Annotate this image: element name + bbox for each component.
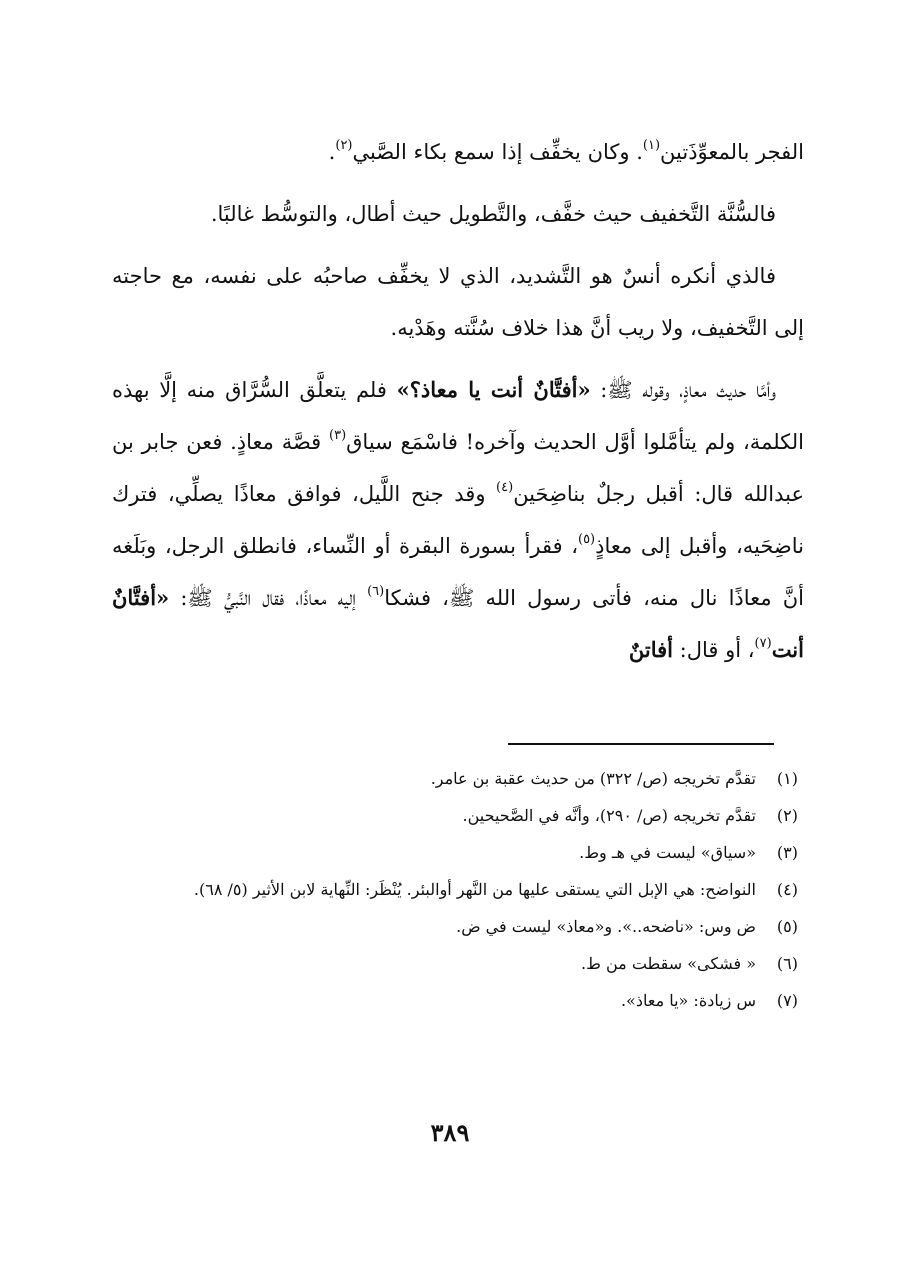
text-span: . وكان يخفِّف إذا سمع بكاء الصَّبي [352,140,643,164]
hadith-quote: «أفتَّانٌ أنت يا معاذ؟» [396,377,591,402]
paragraph-2: فالسُّنَّة التَّخفيف حيث خفَّف، والتَّطويل حيث أطال، والتوسُّط غالبًا. [210,202,776,226]
footnote [112,908,804,945]
footnote [112,760,804,797]
footnote-ref-6[interactable]: (٦) [367,584,385,599]
footnote-number: (٤) [776,880,798,899]
hadith-quote: أفاتنٌ [628,637,673,662]
text-span: قصَّة معاذٍ. فعن جابر بن عبدالله قال: أقبل رجلٌ بناضِحَين [112,430,804,506]
footnote-text: النواضح: هي الإبل التي يستقى عليها من النَّهر أوالبئر. يُنْظَر: النِّهاية لابن الأثير (٥/ ٦٨). [193,880,756,899]
footnote-ref-4[interactable]: (٤) [496,480,514,495]
footnote-text: س زيادة: «يا معاذ». [620,991,756,1010]
footnote [112,871,804,908]
footnote [112,797,804,834]
footnote [112,982,804,1019]
paragraph-1 [112,126,804,178]
footnote-number: (٢) [776,806,798,825]
text-span: . [328,140,336,164]
footnote-number: (٦) [776,954,798,973]
footnote-ref-7[interactable]: (٧) [754,636,772,651]
text-span: الفجر بالمعوِّذَتين [660,140,804,164]
footnote-ref-5[interactable]: (٥) [577,532,596,547]
paragraph-3: فالذي أنكره أنسٌ هو التَّشديد، الذي لا يخفِّف صاحبُه على نفسه، مع حاجته إلى التَّخفيف، ولا ريب أنَّ هذا خلاف سُنَّته وهَدْيه. [112,264,804,340]
text-span: إليه معاذًا، فقال النَّبيُّ ﷺ: [169,586,368,610]
text-span: فلم يتعلَّق السُّرَّاق منه إلَّا بهذه الكلمة، ولم يتأمَّلوا أوَّل الحديث وآخره! فاسْمَع سياق [112,378,804,454]
footnote [112,945,804,982]
footnote-ref-2[interactable]: (٢) [335,138,353,153]
footnote-number: (٣) [776,843,798,862]
footnote [112,834,804,871]
footnote-text: تقدَّم تخريجه (ص/ ٢٩٠)، وأنَّه في الصَّحيحين. [462,806,756,825]
footnote-ref-3[interactable]: (٣) [329,428,347,443]
page-number: ٣٨٩ [430,1118,470,1147]
footnote-text: ض وس: «ناضحه..». و«معاذ» ليست في ض. [456,917,756,936]
main-text [112,126,804,686]
text-span: وأمَّا حديث معاذٍ، وقوله ﷺ: [590,378,776,402]
footnote-text: تقدَّم تخريجه (ص/ ٣٢٢) من حديث عقبة بن عامر. [430,769,756,788]
footnote-number: (١) [776,769,798,788]
text-span: وقد جنح اللَّيل، فوافق معاذًا يصلِّي، فترك ناضِحَيه، وأقبل إلى معاذٍ [112,482,804,558]
text-span: ، أو قال: [672,638,755,662]
footnote-text: «سياق» ليست في هـ وط. [579,843,756,862]
paragraph-4 [112,364,804,676]
footnote-separator [508,743,774,745]
hadith-quote: «أفتَّانٌ أنت [112,585,804,662]
footnotes [112,760,804,1019]
text-span: ، فقرأ بسورة البقرة أو النِّساء، فانطلق الرجل، وبَلَغه أنَّ معاذًا نال منه، فأتى رسول الله ﷺ، فشكا [112,534,805,610]
footnote-ref-1[interactable]: (١) [642,138,661,153]
footnote-number: (٥) [776,917,798,936]
footnote-number: (٧) [776,991,798,1010]
footnote-text: « فشكى» سقطت من ط. [581,954,756,973]
